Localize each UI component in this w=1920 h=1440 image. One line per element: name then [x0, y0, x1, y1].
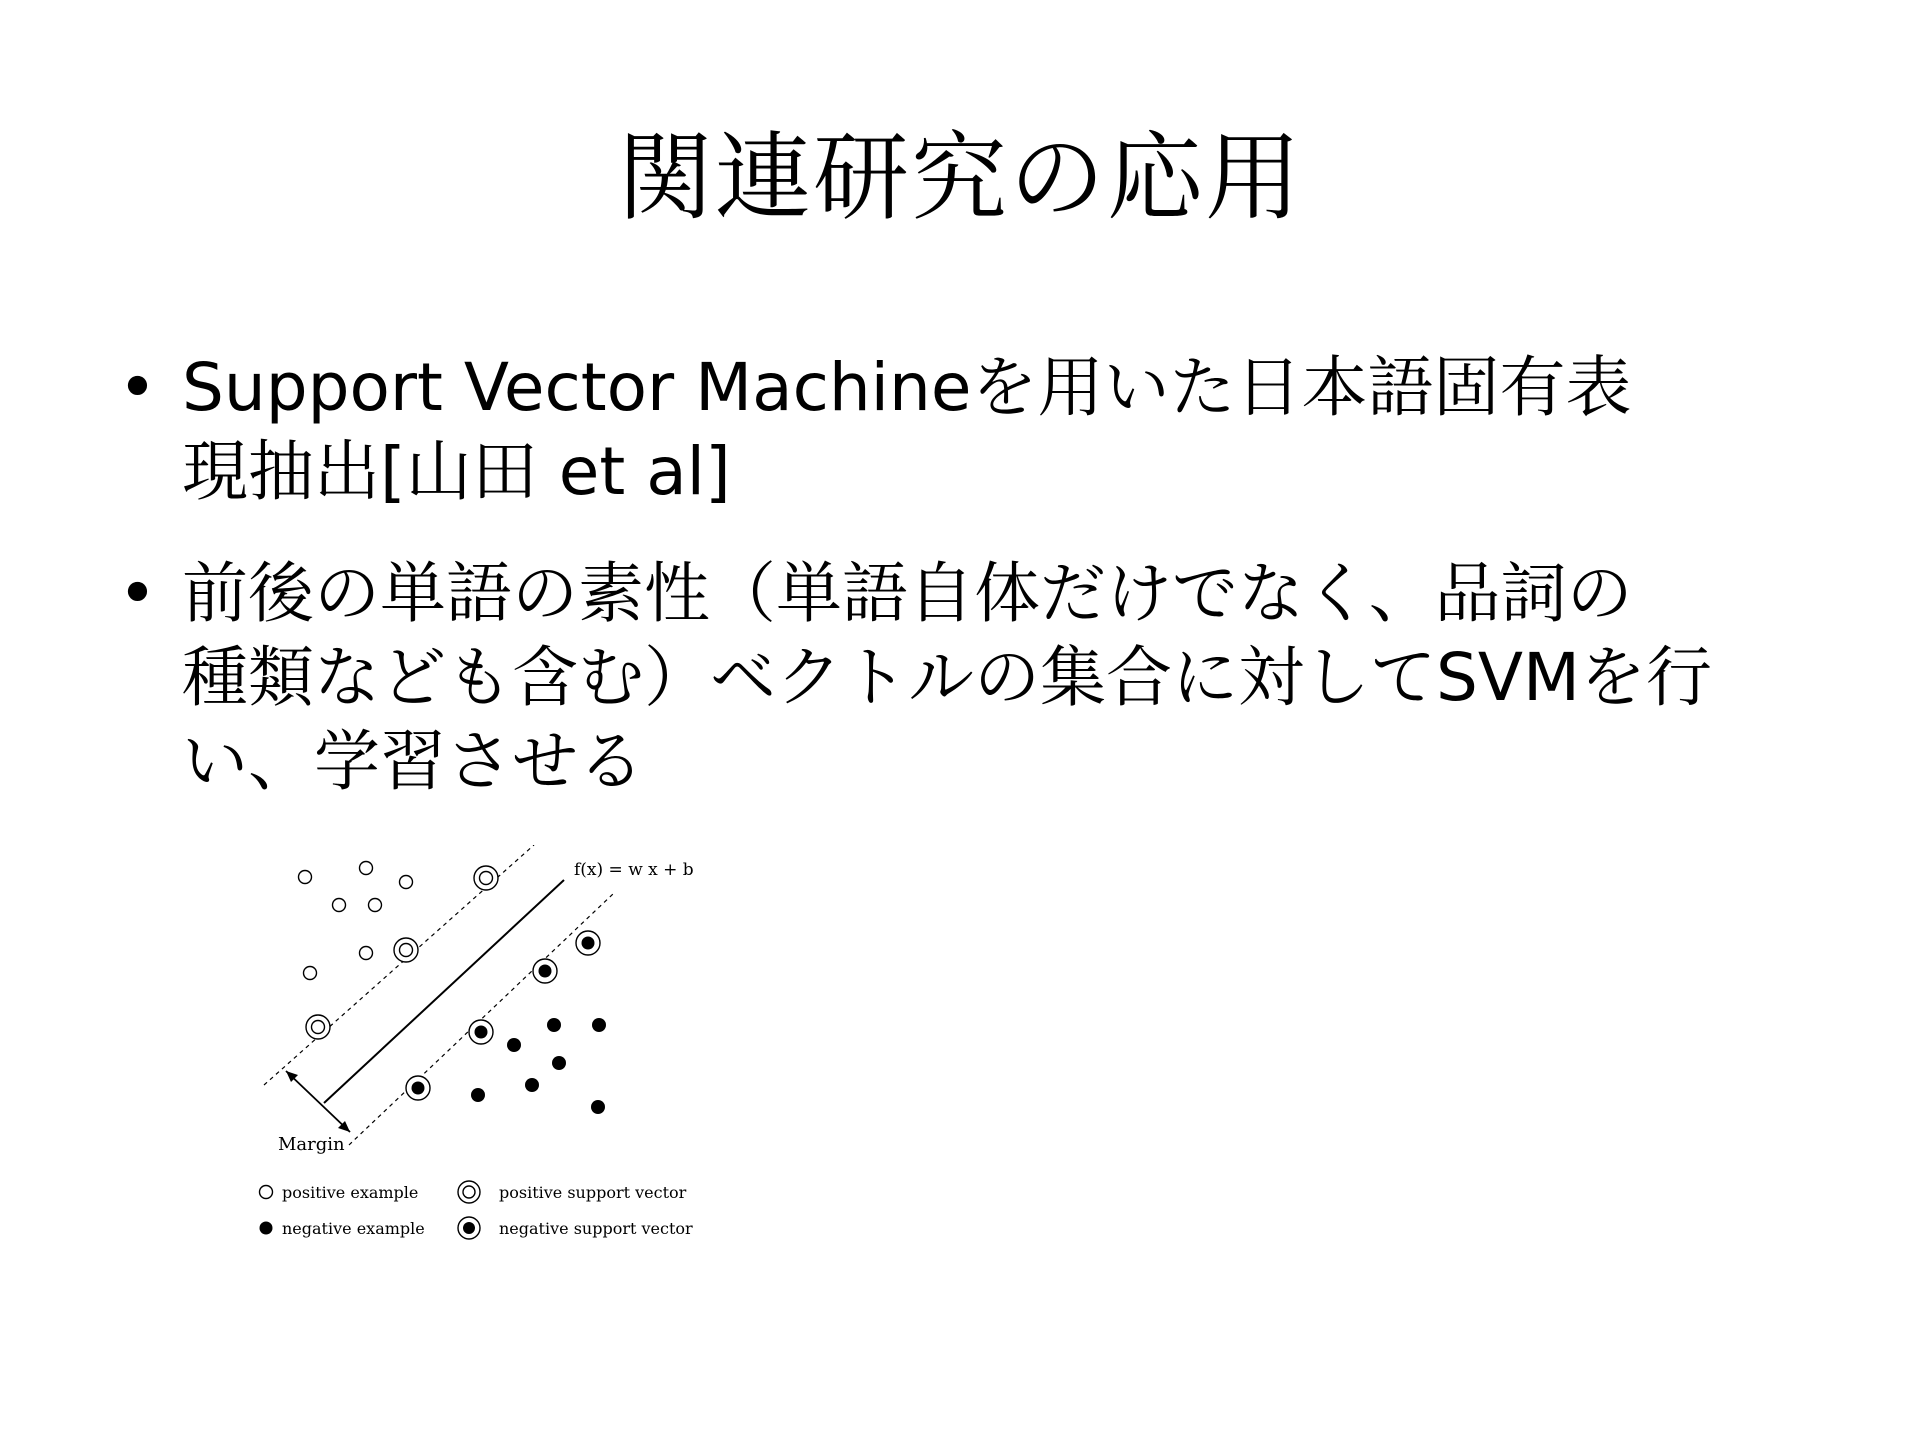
legend-positive-example-icon	[260, 1186, 273, 1199]
legend-negative-support-vector: negative support vector	[499, 1219, 693, 1238]
negative-support-vector	[406, 1076, 430, 1100]
positive-example-point	[304, 967, 317, 980]
positive-example-point	[360, 947, 373, 960]
bullet-line: 種類なども含む）ベクトルの集合に対してSVMを行	[182, 639, 1712, 716]
legend-positive-support-vector-icon	[458, 1181, 480, 1203]
margin-arrow	[286, 1071, 350, 1132]
positive-example-point	[360, 862, 373, 875]
negative-example-point	[591, 1100, 605, 1114]
bullet-marker: •	[118, 349, 157, 426]
positive-example-point	[333, 899, 346, 912]
bullet-line: 前後の単語の素性（単語自体だけでなく、品詞の	[182, 555, 1633, 632]
legend	[260, 1181, 694, 1239]
positive-example-point	[369, 899, 382, 912]
slide-title: 関連研究の応用	[617, 122, 1303, 234]
bullet-item	[118, 346, 1848, 514]
bullet-marker: •	[118, 555, 157, 632]
legend-negative-example: negative example	[282, 1219, 425, 1238]
positive-example-point	[400, 876, 413, 889]
bullet-list	[118, 346, 1848, 842]
svm-diagram	[244, 845, 724, 1255]
bullet-item	[118, 552, 1848, 804]
negative-example-point	[525, 1078, 539, 1092]
negative-support-vector	[469, 1020, 493, 1044]
negative-support-vector	[533, 959, 557, 983]
negative-example-point	[592, 1018, 606, 1032]
legend-negative-example-icon	[260, 1222, 273, 1235]
negative-margin-line	[349, 893, 614, 1145]
margin-label: Margin	[278, 1134, 345, 1155]
positive-support-vector	[474, 866, 498, 890]
bullet-line: Support Vector Machineを用いた日本語固有表	[182, 349, 1632, 426]
negative-support-vector	[576, 931, 600, 955]
positive-example-point	[299, 871, 312, 884]
bullet-line: い、学習させる	[182, 723, 644, 800]
legend-negative-support-vector-icon	[458, 1217, 480, 1239]
bullet-line: 現抽出[山田 et al]	[182, 433, 731, 510]
legend-positive-example: positive example	[282, 1183, 419, 1202]
negative-example-point	[471, 1088, 485, 1102]
svm-diagram-svg	[244, 845, 724, 1255]
negative-example-point	[507, 1038, 521, 1052]
function-label: f(x) = w x + b	[574, 860, 694, 880]
negative-example-point	[552, 1056, 566, 1070]
negative-example-point	[547, 1018, 561, 1032]
positive-support-vector	[306, 1015, 330, 1039]
decision-boundary-line	[324, 880, 564, 1103]
legend-positive-support-vector: positive support vector	[499, 1183, 687, 1202]
positive-support-vector	[394, 938, 418, 962]
